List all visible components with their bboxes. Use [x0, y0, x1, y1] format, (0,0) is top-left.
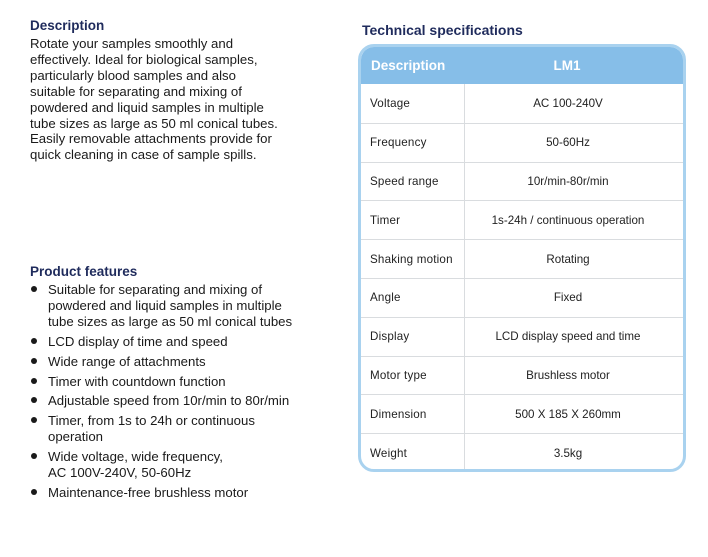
description-line: Easily removable attachments provide for: [30, 131, 272, 147]
table-row: [361, 200, 683, 239]
description-line: powdered and liquid samples in multiple: [30, 99, 264, 115]
feature-item: Timer with countdown function: [30, 374, 360, 390]
description-line: Rotate your samples smoothly and: [30, 36, 234, 51]
spec-label: Dimension: [361, 395, 465, 433]
spec-label: Motor type: [361, 357, 465, 395]
spec-label: Weight: [361, 434, 465, 472]
bullet-icon: [31, 397, 37, 403]
description-line: tube sizes as large as 50 ml conical tubes.: [30, 115, 278, 131]
spec-value: 3.5kg: [553, 446, 583, 460]
table-row: [361, 317, 683, 356]
table-row: [361, 394, 683, 433]
spec-label: Speed range: [361, 163, 465, 201]
description-line: particularly blood samples and also: [30, 67, 236, 83]
spec-label: Display: [361, 318, 465, 356]
description-text: [30, 36, 352, 163]
feature-item: Suitable for separating and mixing of powdered and liquid samples in multiple tube sizes as large as 50 ml conical tubes: [30, 282, 360, 330]
feature-item: Timer, from 1s to 24h or continuous operation: [30, 413, 360, 445]
description-heading: Description: [30, 18, 105, 33]
spec-label: Angle: [361, 279, 465, 317]
feature-item: Maintenance-free brushless motor: [30, 485, 360, 501]
product-features-section: [30, 264, 360, 505]
spec-value: LCD display speed and time: [495, 330, 641, 344]
description-line: quick cleaning in case of sample spills.: [30, 147, 257, 163]
table-row: [361, 239, 683, 278]
spec-value: Brushless motor: [526, 368, 610, 382]
spec-label: Frequency: [361, 124, 465, 162]
technical-specifications-heading: Technical specifications: [362, 22, 523, 38]
table-row: [361, 123, 683, 162]
description-line: effectively. Ideal for biological samples,: [30, 51, 258, 67]
spec-table-header: [361, 47, 683, 84]
feature-item: LCD display of time and speed: [30, 334, 360, 350]
table-row: [361, 433, 683, 472]
bullet-icon: [31, 453, 37, 459]
feature-item: Wide voltage, wide frequency, AC 100V-240V, 50-60Hz: [30, 449, 360, 481]
spec-table-body: [361, 84, 683, 472]
spec-header-model: LM1: [553, 58, 581, 73]
table-row: [361, 162, 683, 201]
table-row: [361, 84, 683, 123]
bullet-icon: [31, 338, 37, 344]
spec-value: 500 X 185 X 260mm: [515, 407, 621, 421]
description-line: suitable for separating and mixing of: [30, 83, 242, 99]
bullet-icon: [31, 358, 37, 364]
feature-item: Wide range of attachments: [30, 354, 360, 370]
spec-value: 1s-24h / continuous operation: [491, 213, 645, 227]
spec-value: 10r/min-80r/min: [527, 174, 609, 188]
bullet-icon: [31, 378, 37, 384]
table-row: [361, 278, 683, 317]
features-list: [30, 282, 360, 501]
bullet-icon: [31, 417, 37, 423]
spec-value: AC 100-240V: [533, 96, 603, 110]
feature-item: Adjustable speed from 10r/min to 80r/min: [30, 393, 360, 409]
spec-value: Rotating: [546, 252, 590, 266]
product-features-heading: Product features: [30, 264, 138, 279]
spec-value: Fixed: [553, 291, 583, 305]
description-section: [30, 18, 352, 163]
bullet-icon: [31, 286, 37, 292]
spec-header-description: Description: [371, 58, 446, 73]
spec-label: Voltage: [361, 84, 465, 123]
table-row: [361, 356, 683, 395]
spec-value: 50-60Hz: [546, 136, 590, 150]
spec-label: Shaking motion: [361, 240, 465, 278]
spec-label: Timer: [361, 201, 465, 239]
bullet-icon: [31, 489, 37, 495]
spec-table: [358, 44, 686, 472]
